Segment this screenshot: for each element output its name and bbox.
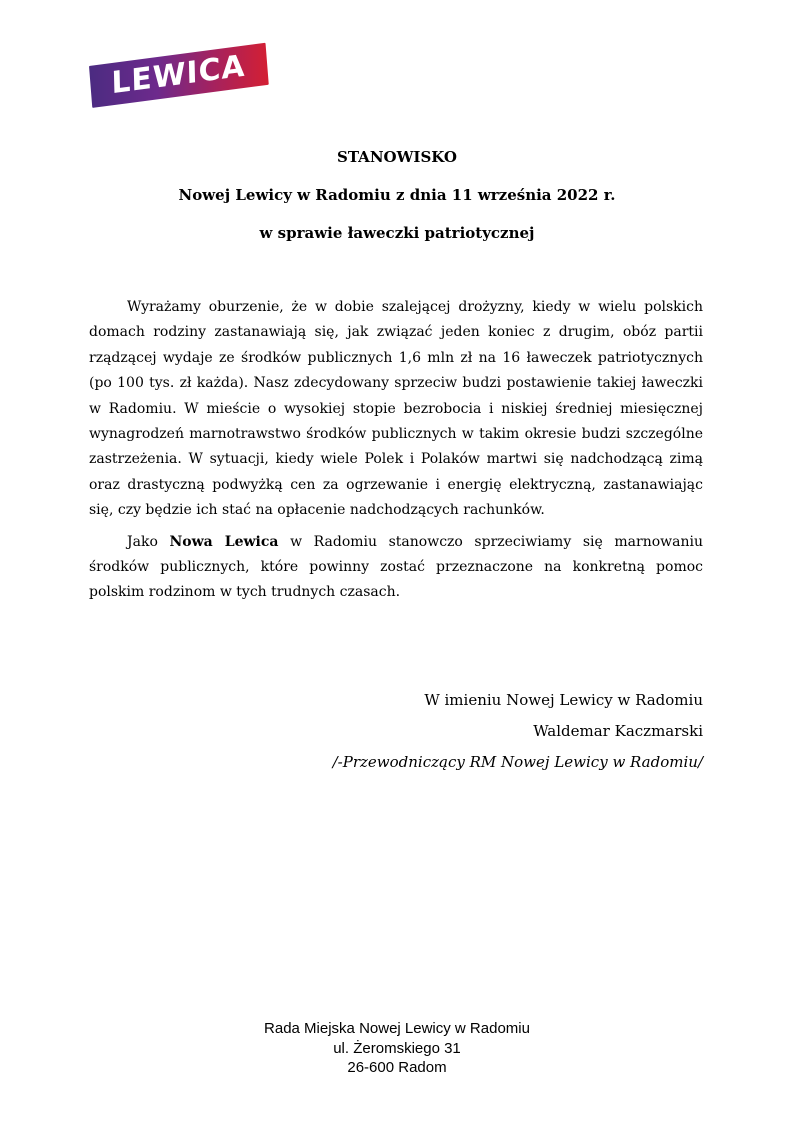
document-subtitle-date: Nowej Lewicy w Radomiu z dnia 11 września 2022 r. [178,186,616,204]
paragraph-1: Wyrażamy oburzenie, że w dobie szalejącej drożyzny, kiedy w wielu polskich domach rodziny zastanawiają się, jak związać jeden koniec z drugim, obóz partii rządzącej wydaje ze środków publicznych 1,6 mln zł na 16 ławeczek patriotycznych (po 100 tys. zł każda). Nasz zdecydowany sprzeciw budzi postawienie takiej ławeczki w Radomiu. W mieście o wysokiej stopie bezrobocia i niskiej średniej miesięcznej wynagrodzeń marnotrawstwo środków publicznych w takim okresie budzi szczególne zastrzeżenia. W sytuacji, kiedy wiele Polek i Polaków martwi się nadchodzącą zimą oraz drastyczną podwyżką cen za ogrzewanie i energię elektryczną, zastanawiając się, czy będzie ich stać na opłacenie nadchodzących rachunków. [89,299,703,519]
footer-address [0,1019,794,1078]
paragraph-2-bold-party-name: Nowa Lewica [169,533,279,550]
document-subtitle-subject: w sprawie ławeczki patriotycznej [259,224,535,242]
document-body [89,295,703,606]
footer-organization: Rada Miejska Nowej Lewicy w Radomiu [264,1020,530,1037]
footer-postal-city: 26-600 Radom [347,1059,447,1076]
document-header [0,0,794,252]
paragraph-2-prefix: Jako [127,533,170,550]
paragraph-2 [89,530,703,606]
signature-role: /-Przewodniczący RM Nowej Lewicy w Radomiu/ [332,752,703,771]
paragraph-2-suffix: w Radomiu stanowczo sprzeciwiamy się marnowaniu środków publicznych, które powinny zostać przeznaczone na konkretną pomoc polskim rodzinom w tych trudnych czasach. [89,533,703,601]
signature-block [89,685,703,778]
lewica-logo-text: LEWICA [111,48,247,102]
document-title: STANOWISKO [337,148,457,166]
signature-on-behalf: W imieniu Nowej Lewicy w Radomiu [424,690,703,709]
signature-name: Waldemar Kaczmarski [533,721,703,740]
footer-street: ul. Żeromskiego 31 [333,1039,461,1057]
